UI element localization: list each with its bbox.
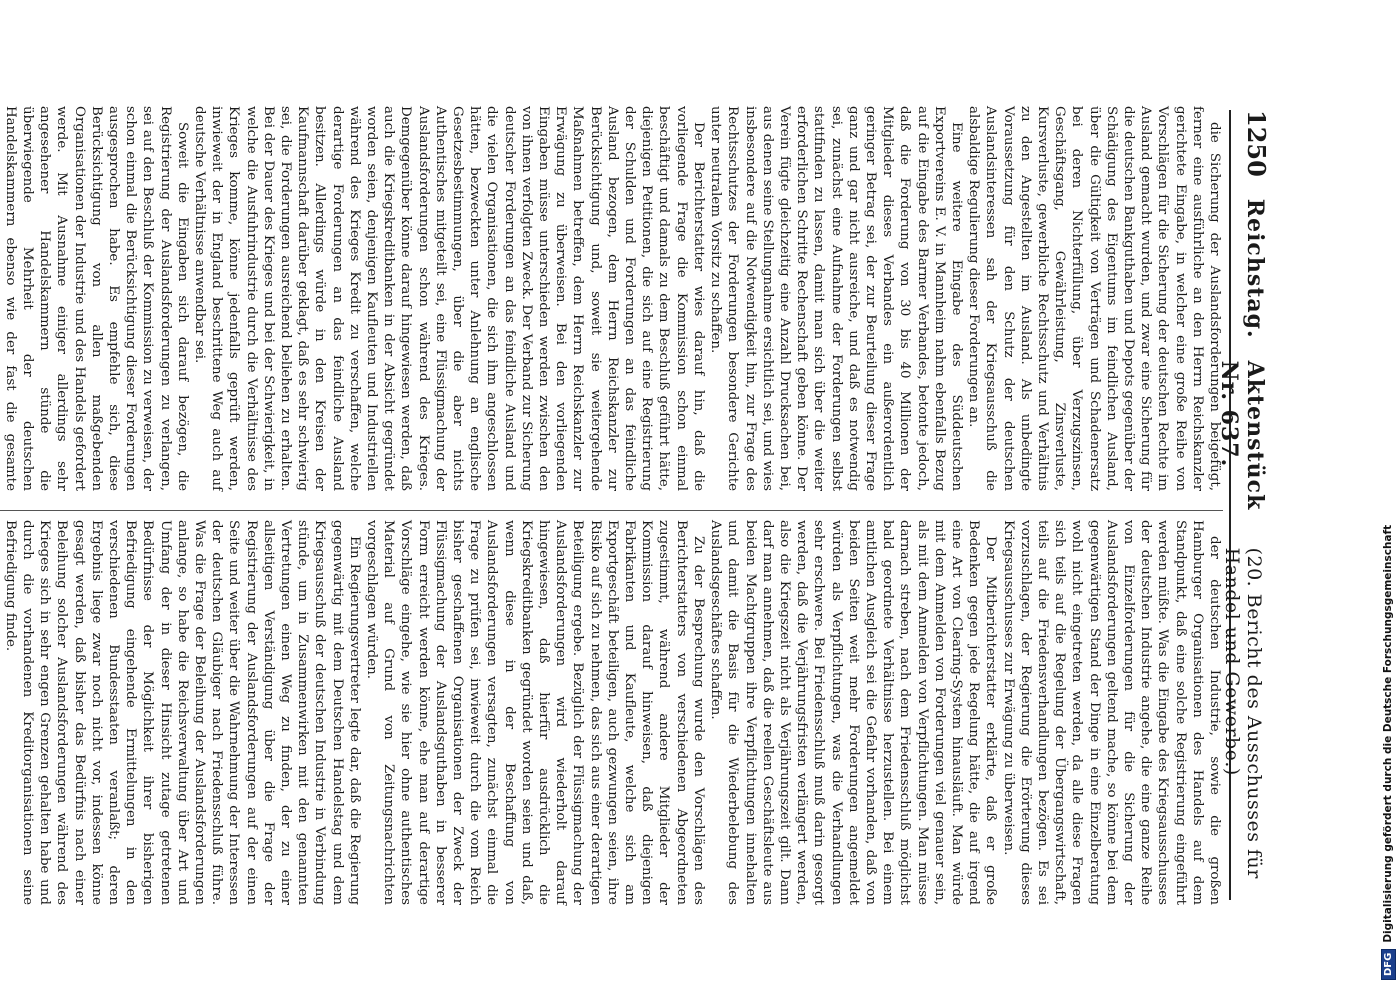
paragraph: der deutschen Industrie, sowie die großen Hamburger Organisationen des Handels auf dem Standpunkt, daß eine solche Registrierung eingeführt werden müßte. Was die Eingabe des Kriegsausschusses der deutschen Industrie angehe, die eine ganze Reihe von Einzelforderungen für die Sicherung der Auslandsforderungen geltend mache, so könne bei dem gegenwärtigen Stand der Dinge in eine Einzelberatung wohl nicht eingetreten werden, da alle diese Fragen sich teils auf die Regelung der Übergangswirtschaft, teils auf die Friedensverhandlungen bezögen. Es sei vorzuschlagen, der Regierung die Erörterung dieses Kriegsausschusses zur Erwägung zu überweisen.	[1000, 520, 1222, 905]
paragraph: Zu der Besprechung wurde den Vorschlägen des Berichterstatters von verschiedenen Abgeordneten zugestimmt, während andere Mitglieder der Kommission darauf hinweisen, daß diejenigen Fabrikanten und Kaufleute, welche sich am Exportgeschäft beteiligen, auch gezwungen seien, ihre Risiko auf sich zu nehmen, das sich aus einer derartigen Beteiligung ergebe. Bezüglich der Flüssigmachung der Auslandsforderungen wird wiederholt darauf hingewiesen, daß hierfür ausdrücklich die Kriegskreditbanken gegründet worden seien und daß, wenn diese in der Beschaffung von Auslandsforderungen versagten, zunächst einmal die Frage zu prüfen sei, inwieweit durch die vom Reich bisher geschaffenen Organisationen der Zweck der Flüssigmachung der Auslandsguthaben in besserer Form erreicht werden könne, ehe man auf derartige Vorschläge eingehe, wie sie hier ohne authentisches Material auf Grund von Zeitungsnachrichten vorgeschlagen würden.	[364, 520, 706, 905]
page-header	[1216, 110, 1271, 900]
paragraph	[0, 520, 2, 905]
paragraph: Soweit die Eingaben sich darauf bezögen, die Registrierung der Auslandsforderungen zu verlangen, sei auf den Beschluß der Kommission zu verweisen, der schon einmal die Berücksichtigung dieser Forderungen ausgesprochen habe. Es empfehle sich, diese Berücksichtigung von allen maßgebenden Organisationen der Industrie und des Handels gefordert werde. Mit Ausnahme einiger allerdings sehr angesehener Handelskammern stünde die überwiegende Mehrheit der deutschen Handelskammern ebenso wie der fast die gesamte	[2, 106, 190, 491]
paragraph: Der Mitberichterstatter erklärte, daß er große Bedenken gegen jede Regelung hätte, die auf irgend eine Art von Clearing-System hinausläuft. Man würde mit dem Anmelden von Forderungen viel genauer sein, als mit dem Anmelden von Verpflichtungen. Man müsse darnach streben, nach dem Friedensschluß möglichst bald geordnete Verhältnisse herzustellen. Bei einem amtlichen Ausgleich sei die Gefahr vorhanden, daß von beiden Seiten weit mehr Forderungen angemeldet würden als Verpflichtungen, was die Verhandlungen sehr erschwere. Bei Friedensschluß muß darin gesorgt werden, daß die Verjährungsfristen verlängert werden, also die Kriegszeit nicht als Verjährungszeit gilt. Dann darf man annehmen, daß die reellen Geschäftsleute aus beiden Machtgruppen ihre Verpflichtungen innehalten und damit die Basis für die Wiederbelebung des Auslandsgeschäftes schaffen.	[708, 520, 999, 905]
paragraph: Ein Regierungsvertreter legte dar, daß die Regierung gegenwärtig mit dem Deutschen Handelstag und dem Kriegsausschuß der deutschen Industrie in Verbindung stünde, um in Zusammenwirken mit den genannten Vertretungen einen Weg zu finden, der zu einer allseitigen Verständigung über die Frage der Registrierung der Auslandsforderungen auf der einen Seite und weiter über die Wahrnehmung der Interessen der deutschen Gläubiger nach Friedensschluß führe. Was die Frage der Beleihung der Auslandsforderungen anlange, so habe die Reichsverwaltung über Art und Umfang der in dieser Hinsicht zutage getretenen Bedürfnisse der Möglichkeit ihrer bisherigen Befriedigung eingehende Ermittelungen in den verschiedenen Bundesstaaten veranlaßt; deren Ergebnis liege zwar noch nicht vor, indessen könne gesagt werden, daß bisher das Bedürfnis nach einer Beleihung solcher Auslandsforderungen während des Krieges sich in sehr engen Grenzen gehalten habe und durch die vorhandenen Kreditorganisationen seine Befriedigung finde.	[2, 520, 362, 905]
paragraph: Eine weitere Eingabe des Süddeutschen Exportvereins E. V. in Mannheim nahm ebenfalls Bezug auf die Eingabe des Barmer Verbandes, betonte jedoch, daß die Forderung von 30 bis 40 Millionen der Mitglieder dieses Verbandes ein außerordentlich geringer Betrag sei, der zur Beurteilung dieser Frage ganz und gar nicht ausreiche, und daß es notwendig sei, zunächst eine Aufnahme der Forderungen selbst stattfinden zu lassen, damit man sich über die weiter erforderlichen Schritte Rechenschaft geben könne. Der Verein fügte gleichzeitig eine Anzahl Drucksachen bei, aus denen seine Stellungnahme ersichtlich sei, und wies insbesondere auf die Notwendigkeit hin, zur Frage des Rechtsschutzes der Forderungen besondere Gerichte unter neutralem Vorsitz zu schaffen.	[708, 106, 964, 491]
header-title: Reichstag.	[1242, 198, 1268, 339]
digitization-note: Digitalisierung gefördert durch die Deutsche Forschungsgemeinschaft	[1382, 524, 1394, 943]
paragraph: Der Berichterstatter wies darauf hin, daß die vorliegende Frage die Kommission schon einmal beschäftigt und damals zu dem Beschluß geführt hätte, diejenigen Petitionen, die sich auf eine Registrierung der Schulden und Forderungen an das feindliche Ausland bezogen, dem Herrn Reichskanzler zur Berücksichtigung und, soweit sie weitergehende Maßnahmen betreffen, dem Herrn Reichskanzler zur Erwägung zu überweisen. Bei den vorliegenden Eingaben müsse unterschieden werden zwischen den von ihnen verfolgten Zweck. Der Verband zur Sicherung deutscher Forderungen an das feindliche Ausland und die vielen Organisationen, die sich ihm angeschlossen hätten, bezweckten unter Anlehnung an englische Gesetzesbestimmungen, über die aber nichts Authentisches mitgeteilt sei, eine Flüssigmachung der Auslandsforderungen schon während des Krieges. Demgegenüber könne darauf hingewiesen werden, daß auch die Kriegskreditbanken in der Absicht gegründet worden seien, denjenigen Kaufleuten und Industriellen während des Krieges Kredit zu verschaffen, welche derartige Forderungen an das feindliche Ausland besitzen. Allerdings würde in den Kreisen der Kaufmannschaft darüber geklagt, daß es sehr schwierig sei, die Forderungen ausreichend beliehen zu erhalten. Bei der Dauer des Krieges und bei der Schwierigkeit, in welche die Ausfuhrindustrie durch die Verhältnisse des Krieges komme, könne jedenfalls geprüft werden, inwieweit der in England beschrittene Weg auch auf deutsche Verhältnisse anwendbar sei.	[192, 106, 706, 491]
column-divider	[0, 510, 1223, 511]
digitization-sidebar	[1366, 20, 1394, 980]
header-subtitle: (20. Bericht des Ausschusses für Handel und Gewerbe.)	[1221, 547, 1265, 879]
dfg-logo: DFG	[1381, 949, 1396, 980]
header-document-number: Aktenstück Nr. 637.	[1216, 360, 1268, 511]
paragraph: die Sicherung der Auslandsforderungen beigefügt, ferner eine ausführliche an den Herrn Reichskanzler gerichtete Eingabe, in welcher eine große Reihe von Vorschlägen für die Sicherung der deutschen Rechte im Ausland gemacht wurden, und zwar eine Sicherung für die deutschen Bankguthaben und Depots gegenüber der Schädigung des Eigentums im feindlichen Ausland, über die Gültigkeit von Verträgen und Schadenersatz bei deren Nichterfüllung, über Verzugszinsen, Geschäftsgang, Gewährleistung, Zinsverluste, Kursverluste, gewerbliche Rechtsschutz und Verhältnis zu den Angestellten im Ausland. Als unbedingte Voraussetzung für den Schutz der deutschen Auslandsinteressen sah der Kriegsausschuß die alsbaldige Regulierung dieser Forderungen an.	[966, 106, 1222, 491]
text-column-right	[0, 520, 1223, 905]
page-number: 1250	[1242, 110, 1271, 177]
text-column-left	[0, 106, 1223, 491]
